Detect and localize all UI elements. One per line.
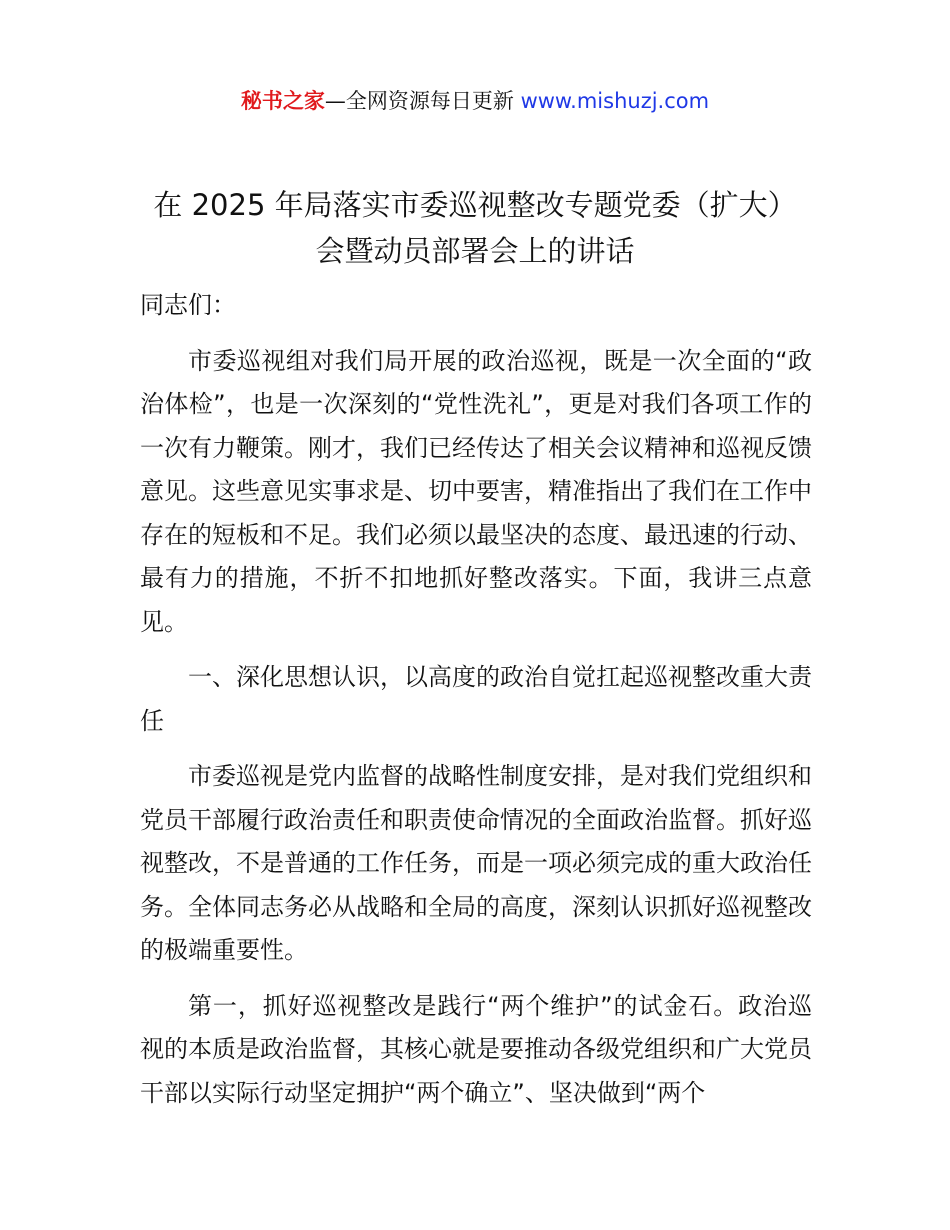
salutation: 同志们： [140,291,236,319]
paragraph-body: 第一，抓好巡视整改是践行“两个维护”的试金石。政治巡视的本质是政治监督，其核心就是要推动各级党组织和广大党员干部以实际行动坚定拥护“两个确立”、坚决做到“两个 [140,991,812,1107]
section-heading: 一、深化思想认识，以高度的政治自觉扛起巡视整改重大责任 [140,663,812,735]
document-body [140,284,812,1115]
site-header [0,86,950,116]
paragraph-intro: 市委巡视组对我们局开展的政治巡视，既是一次全面的“政治体检”，也是一次深刻的“党性洗礼”，更是对我们各项工作的一次有力鞭策。刚才，我们已经传达了相关会议精神和巡视反馈意见。这些意见实事求是、切中要害，精准指出了我们在工作中存在的短板和不足。我们必须以最坚决的态度、最迅速的行动、最有力的措施，不折不扣地抓好整改落实。下面，我讲三点意见。 [140,346,812,636]
paragraph-body: 市委巡视是党内监督的战略性制度安排，是对我们党组织和党员干部履行政治责任和职责使命情况的全面政治监督。抓好巡视整改，不是普通的工作任务，而是一项必须完成的重大政治任务。全体同志务必从战略和全局的高度，深刻认识抓好巡视整改的极端重要性。 [140,762,812,964]
header-tagline: —全网资源每日更新 [324,89,521,113]
document-title: 在 2025 年局落实市委巡视整改专题党委（扩大）会暨动员部署会上的讲话 [153,188,797,268]
brand-name: 秘书之家 [240,89,325,113]
site-url[interactable]: www.mishuzj.com [520,89,710,113]
